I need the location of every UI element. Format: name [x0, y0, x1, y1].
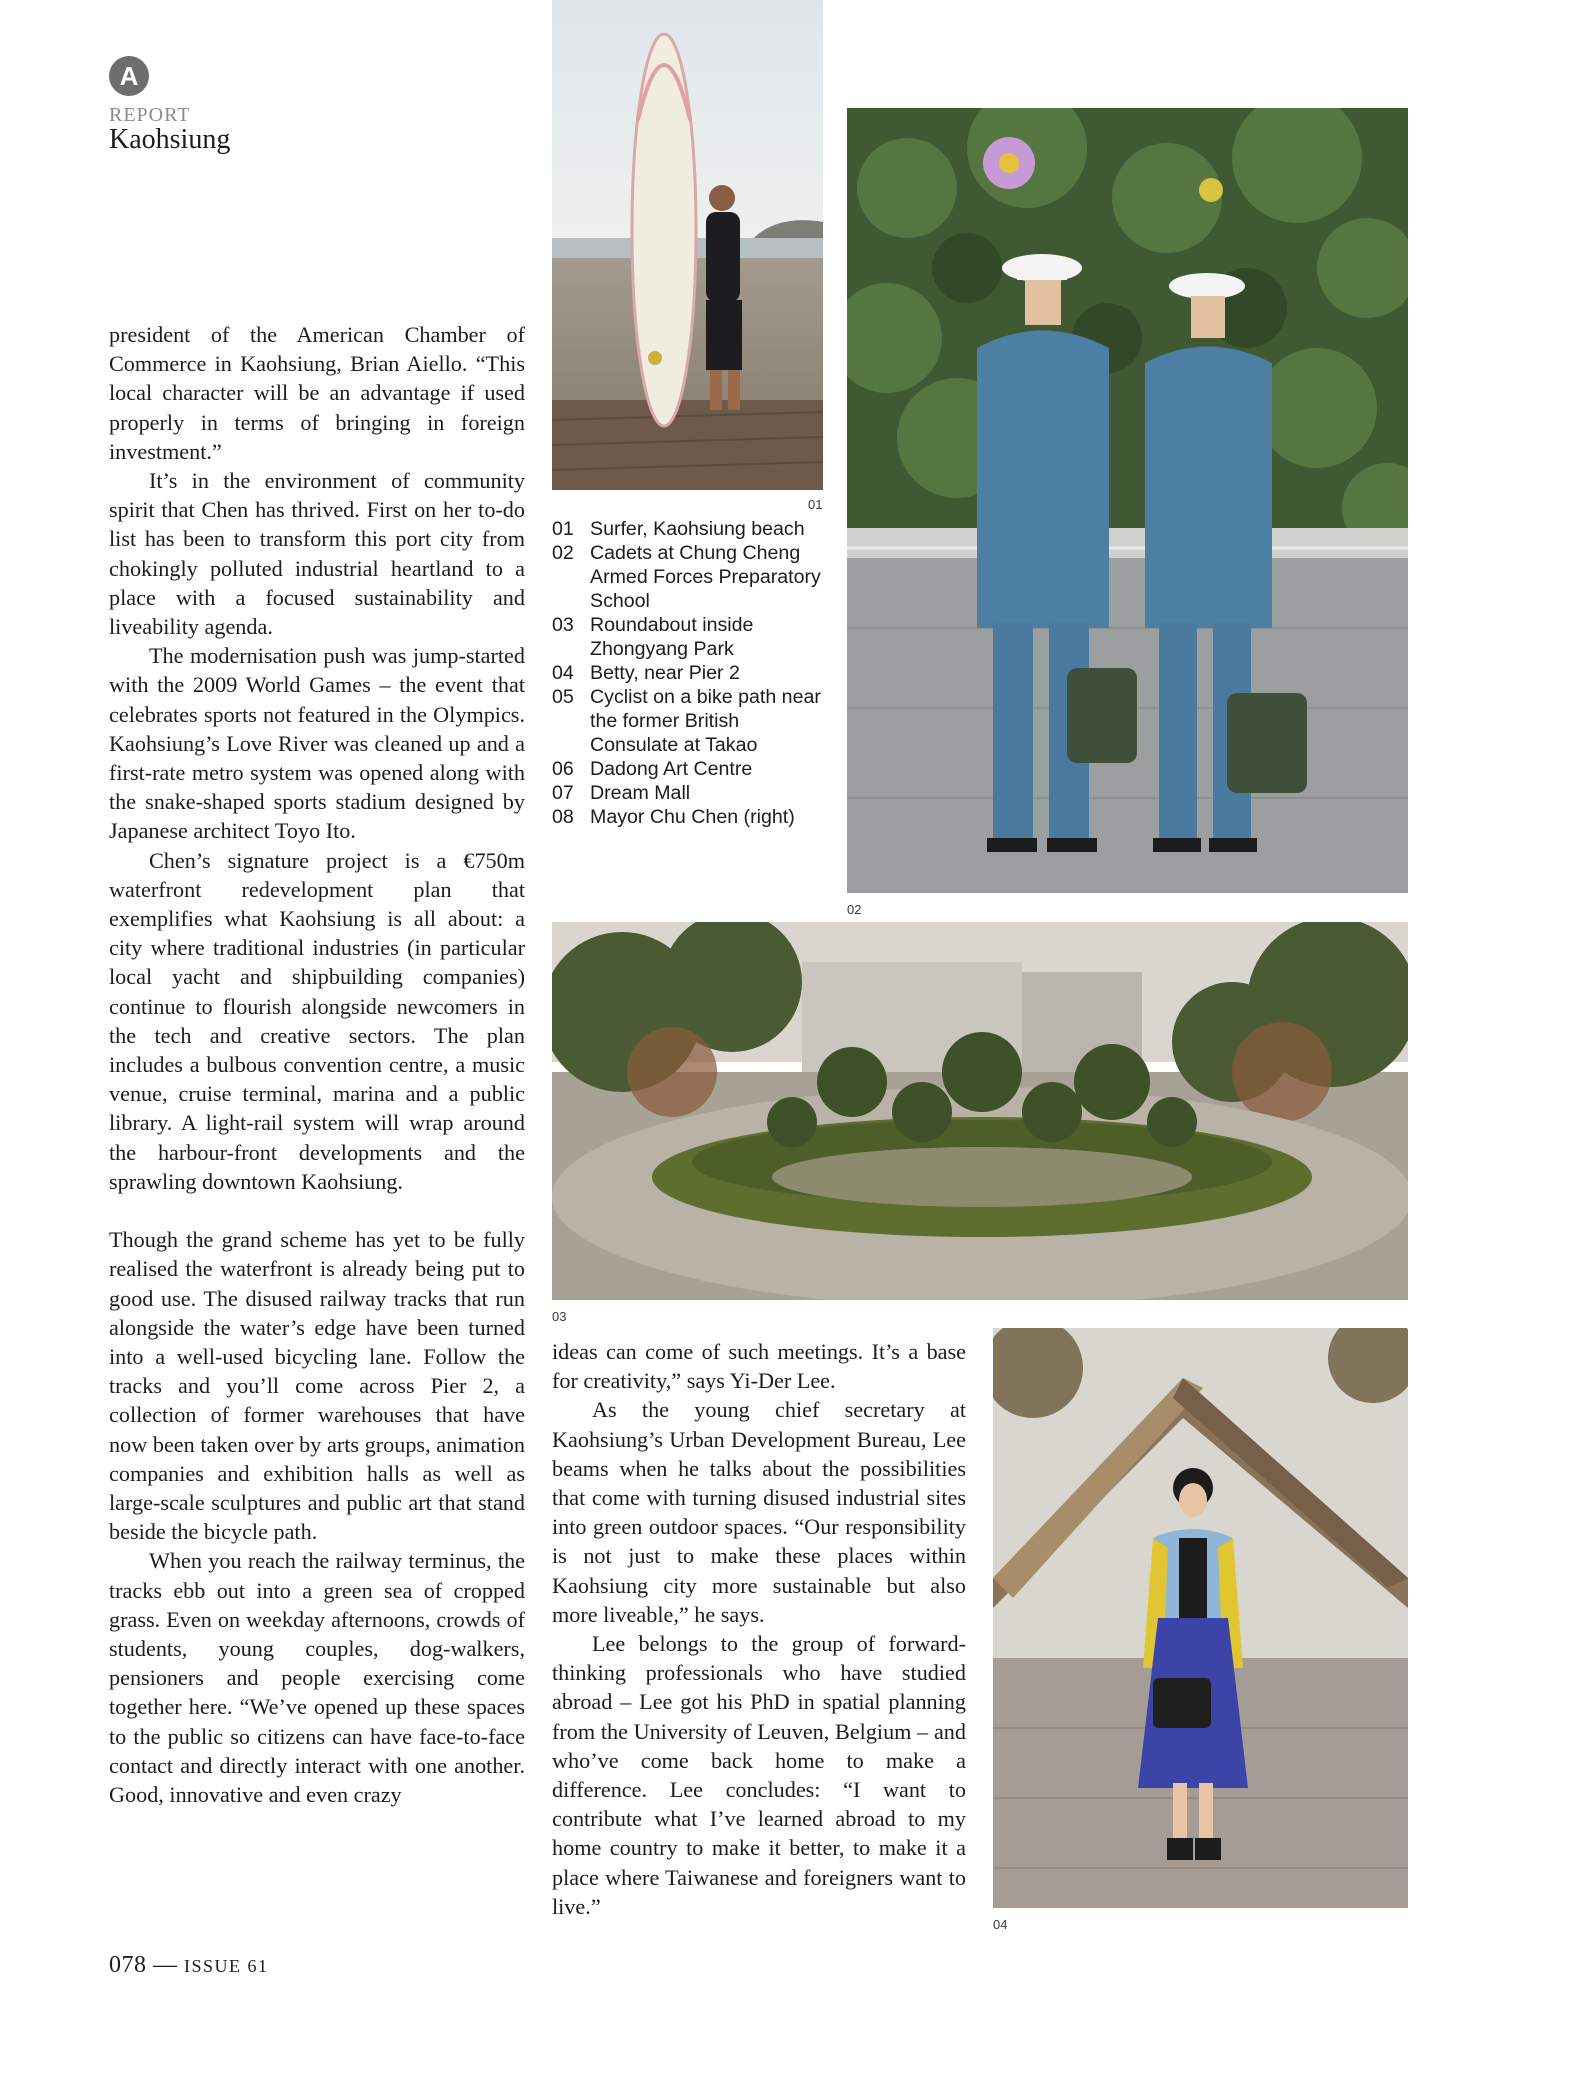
photo-cadets — [847, 108, 1408, 893]
page-number: 078 — — [109, 1952, 178, 1978]
caption-item: 08 Mayor Chu Chen (right) — [552, 806, 795, 828]
page-title: Kaohsiung — [109, 124, 231, 155]
article-paragraph: ideas can come of such meetings. It’s a base for creativity,” says Yi-Der Lee. — [552, 1339, 966, 1394]
photo-number-04: 04 — [993, 1917, 1008, 1932]
page-footer — [109, 1952, 269, 1979]
article-paragraph: Lee belongs to the group of forward-thinking professionals who have studied abroad – Lee got his PhD in spatial planning from the University of Leuven, Belgium – and who’ve come back home to make a difference. Lee concludes: “I want to contribute what I’ve learned abroad to my home country to make it better, to make it a place where Taiwanese and foreigners want to live.” — [552, 1631, 966, 1919]
section-label: REPORT — [109, 104, 191, 126]
section-badge: A — [109, 56, 149, 96]
caption-item: 03 Roundabout inside Zhongyang Park — [552, 614, 754, 660]
article-column-middle — [552, 1337, 966, 1921]
caption-item: 06 Dadong Art Centre — [552, 758, 753, 780]
article-paragraph: Though the grand scheme has yet to be fully realised the waterfront is already being put to good use. The disused railway tracks that run alongside the water’s edge have been turned into a well-used bicycling lane. Follow the tracks and you’ll come across Pier 2, a collection of former warehouses that have now been taken over by arts groups, animation companies and exhibition halls as well as large-scale sculptures and public art that stand beside the bicycle path. — [109, 1227, 525, 1545]
article-paragraph: As the young chief secretary at Kaohsiung’s Urban Development Bureau, Lee beams when he talks about the possibilities that come with turning disused industrial sites into green outdoor spaces. “Our responsibility is not just to make these places within Kaohsiung city more sustainable but also more liveable,” he says. — [552, 1397, 966, 1627]
caption-item: 02 Cadets at Chung Cheng Armed Forces Preparatory School — [552, 542, 821, 612]
article-paragraph: When you reach the railway terminus, the tracks ebb out into a green sea of cropped grass. Even on weekday afternoons, crowds of students, young couples, dog-walkers, pensioners and people exercising come together here. “We’ve opened up these spaces to the public so citizens can have face-to-face contact and directly interact with one another. Good, innovative and even crazy — [109, 1548, 525, 1807]
photo-roundabout — [552, 922, 1408, 1300]
photo-number-01: 01 — [808, 497, 823, 512]
article-paragraph: president of the American Chamber of Commerce in Kaohsiung, Brian Aiello. “This local character will be an advantage if used properly in terms of bringing in foreign investment.” — [109, 322, 525, 464]
caption-item: 04 Betty, near Pier 2 — [552, 662, 740, 684]
photo-number-03: 03 — [552, 1309, 567, 1324]
caption-item: 01 Surfer, Kaohsiung beach — [552, 518, 805, 540]
photo-number-02: 02 — [847, 902, 862, 917]
issue-label: ISSUE 61 — [184, 1956, 269, 1976]
photo-surfer — [552, 0, 823, 490]
caption-item: 07 Dream Mall — [552, 782, 691, 804]
article-paragraph: Chen’s signature project is a €750m waterfront redevelopment plan that exemplifies what Kaohsiung is all about: a city where traditional industries (in particular local yacht and shipbuilding companies) continue to flourish alongside newcomers in the tech and creative sectors. The plan includes a bulbous convention centre, a music venue, cruise terminal, marina and a public library. A light-rail system will wrap around the harbour-front developments and the sprawling downtown Kaohsiung. — [109, 847, 525, 1194]
article-paragraph: The modernisation push was jump-started with the 2009 World Games – the event that celebrates sports not featured in the Olympics. Kaohsiung’s Love River was cleaned up and a first-rate metro system was opened along with the snake-shaped sports stadium designed by Japanese architect Toyo Ito. — [109, 643, 525, 844]
photo-betty — [993, 1328, 1408, 1908]
photo-captions — [552, 517, 830, 829]
article-column-left — [109, 320, 525, 1809]
article-paragraph: It’s in the environment of community spirit that Chen has thrived. First on her to-do list has been to transform this port city from chokingly polluted industrial heartland to a place with a focused sustainability and liveability agenda. — [109, 468, 525, 640]
caption-item: 05 Cyclist on a bike path near the former British Consulate at Takao — [552, 686, 821, 756]
